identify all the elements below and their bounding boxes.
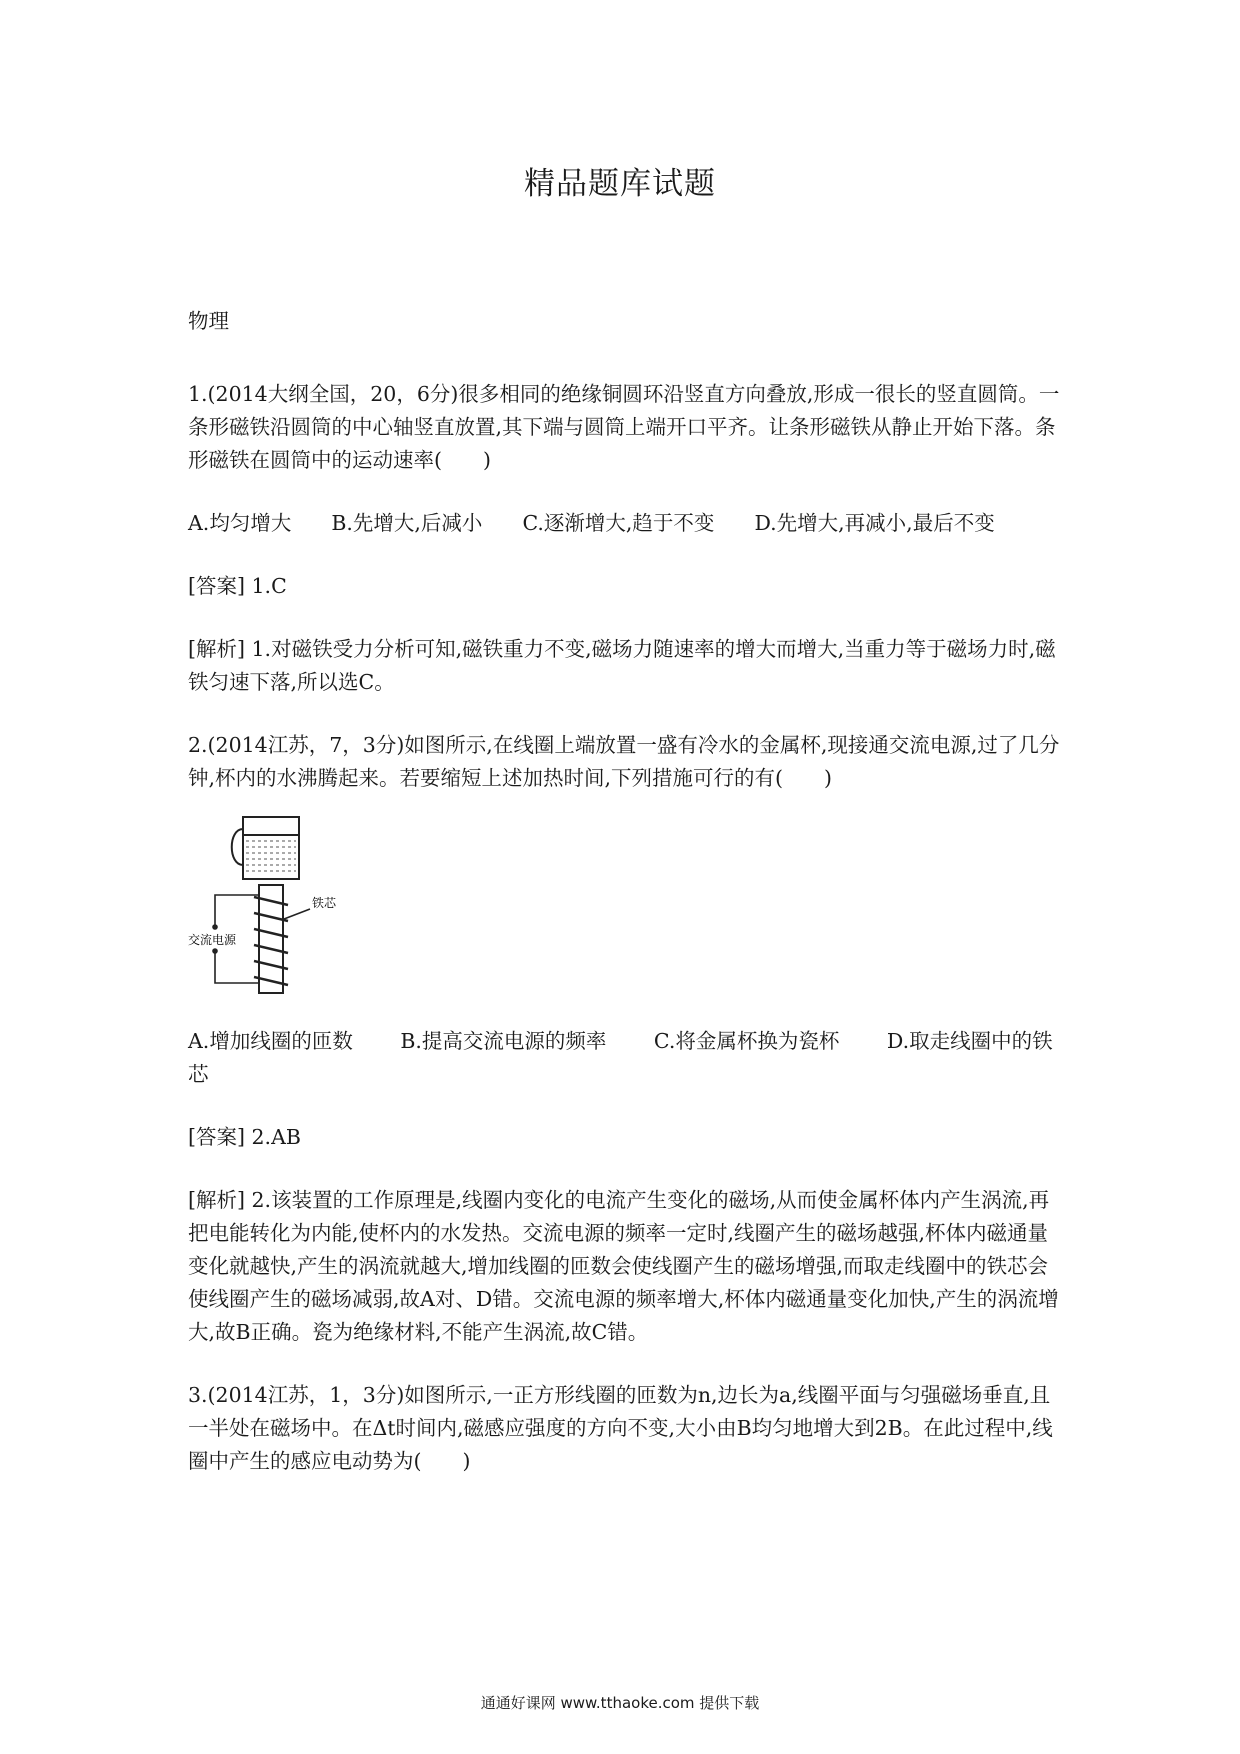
subject-label: 物理 xyxy=(188,309,229,333)
metal-cup-icon xyxy=(232,817,299,879)
question-1-options xyxy=(188,507,1060,540)
iron-core-label: 铁芯 xyxy=(312,896,337,910)
question-1-answer: [答案] 1.C xyxy=(188,574,287,598)
coil-figure xyxy=(188,815,1060,1005)
q1-option-c: C.逐渐增大,趋于不变 xyxy=(522,511,715,535)
q1-option-d: D.先增大,再减小,最后不变 xyxy=(754,511,995,535)
document-body xyxy=(188,305,1060,1508)
question-2-analysis: [解析] 2.该装置的工作原理是,线圈内变化的电流产生变化的磁场,从而使金属杯体内产生涡流,再把电能转化为内能,使杯内的水发热。交流电源的频率一定时,线圈产生的磁场越强,杯体内磁通量变化就越快,产生的涡流就越大,增加线圈的匝数会使线圈产生的磁场增强,而取走线圈中的铁芯会使线圈产生的磁场减弱,故A对、D错。交流电源的频率增大,杯体内磁通量变化加快,产生的涡流增大,故B正确。瓷为绝缘材料,不能产生涡流,故C错。 xyxy=(188,1188,1059,1344)
question-3-text: 3.(2014江苏，1，3分)如图所示,一正方形线圈的匝数为n,边长为a,线圈平面与匀强磁场垂直,且一半处在磁场中。在Δt时间内,磁感应强度的方向不变,大小由B均匀地增大到2B。在此过程中,线圈中产生的感应电动势为( ) xyxy=(188,1383,1053,1473)
page-title: 精品题库试题 xyxy=(524,166,716,202)
ac-source-label: 交流电源 xyxy=(188,933,237,947)
q1-option-b: B.先增大,后减小 xyxy=(331,511,483,535)
question-2-answer: [答案] 2.AB xyxy=(188,1125,301,1149)
question-2-options: A.增加线圈的匝数 B.提高交流电源的频率 C.将金属杯换为瓷杯 D.取走线圈中的铁芯 xyxy=(188,1029,1053,1086)
question-2-text: 2.(2014江苏，7，3分)如图所示,在线圈上端放置一盛有冷水的金属杯,现接通交流电源,过了几分钟,杯内的水沸腾起来。若要缩短上述加热时间,下列措施可行的有( ) xyxy=(188,733,1060,790)
q1-option-a: A.均匀增大 xyxy=(188,511,292,535)
footer-source: 通通好课网 www.tthaoke.com 提供下载 xyxy=(480,1694,760,1712)
water-pattern xyxy=(246,841,296,871)
question-1-text: 1.(2014大纲全国，20，6分)很多相同的绝缘铜圆环沿竖直方向叠放,形成一很长的竖直圆筒。一条形磁铁沿圆筒的中心轴竖直放置,其下端与圆筒上端开口平齐。让条形磁铁从静止开始下落。条形磁铁在圆筒中的运动速率( ) xyxy=(188,382,1060,472)
induction-heater-diagram xyxy=(188,815,388,995)
question-1-analysis: [解析] 1.对磁铁受力分析可知,磁铁重力不变,磁场力随速率的增大而增大,当重力等于磁场力时,磁铁匀速下落,所以选C。 xyxy=(188,637,1056,694)
